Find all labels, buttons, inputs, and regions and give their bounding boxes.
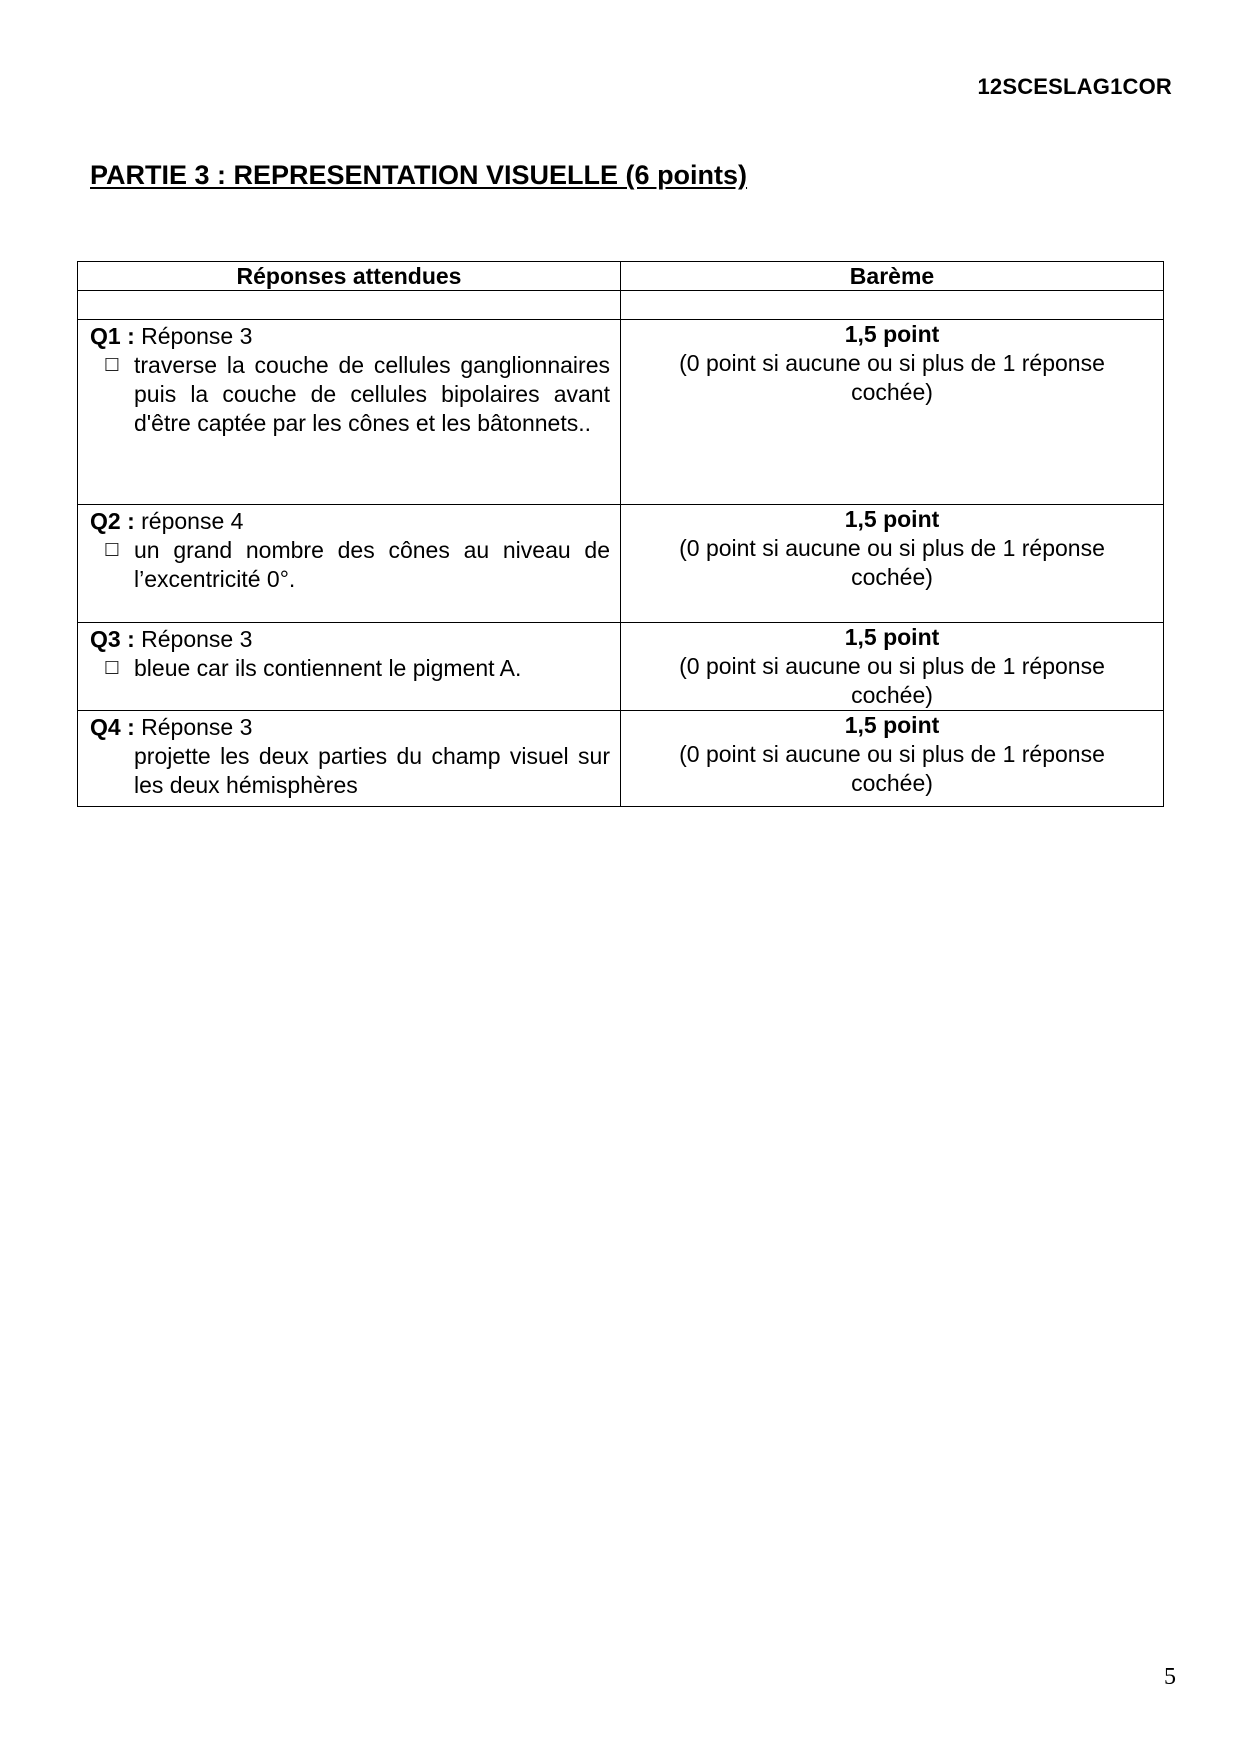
- answer-cell-q3: [78, 623, 621, 711]
- answer-text: traverse la couche de cellules ganglionnaires puis la couche de cellules bipolaires avant d'être captée par les cônes et les bâtonnets..: [134, 352, 610, 436]
- header-scale: Barème: [621, 262, 1164, 291]
- question-line-q3: [90, 625, 610, 654]
- points-label: 1,5 point: [844, 624, 940, 650]
- answer-cell-q2: [78, 505, 621, 623]
- question-line-q1: [90, 322, 610, 351]
- question-number: Q2 :: [90, 508, 135, 534]
- answer-bullet-q3: [90, 654, 610, 683]
- grading-table: [77, 261, 1164, 807]
- question-number: Q4 :: [90, 714, 135, 740]
- points-note: (0 point si aucune ou si plus de 1 réponse cochée): [679, 653, 1105, 708]
- checkbox-icon: ☐: [103, 355, 121, 375]
- question-answer: Réponse 3: [141, 323, 253, 349]
- answer-line-q4: [90, 742, 610, 800]
- empty-cell: [621, 291, 1164, 320]
- score-cell-q3: [621, 623, 1164, 711]
- table-row-q3: [78, 623, 1164, 711]
- score-cell-q2: [621, 505, 1164, 623]
- score-cell-q1: [621, 320, 1164, 505]
- table-row-q4: [78, 711, 1164, 807]
- answer-bullet-q1: [90, 351, 610, 438]
- answer-bullet-q2: [90, 536, 610, 594]
- question-answer: réponse 4: [141, 508, 244, 534]
- points-note: (0 point si aucune ou si plus de 1 réponse cochée): [679, 535, 1105, 590]
- table-row-q2: [78, 505, 1164, 623]
- points-note: (0 point si aucune ou si plus de 1 réponse cochée): [679, 741, 1105, 796]
- question-line-q2: [90, 507, 610, 536]
- table-row-q1: [78, 320, 1164, 505]
- answer-text: un grand nombre des cônes au niveau de l’excentricité 0°.: [134, 537, 610, 592]
- question-number: Q1 :: [90, 323, 135, 349]
- answer-text: bleue car ils contiennent le pigment A.: [134, 655, 522, 681]
- document-code: 12SCESLAG1COR: [977, 74, 1172, 99]
- empty-cell: [78, 291, 621, 320]
- question-line-q4: [90, 713, 610, 742]
- question-number: Q3 :: [90, 626, 135, 652]
- header-expected-answers: Réponses attendues: [78, 262, 621, 291]
- question-answer: Réponse 3: [141, 626, 253, 652]
- score-cell-q4: [621, 711, 1164, 807]
- answer-text: projette les deux parties du champ visuel sur les deux hémisphères: [134, 743, 610, 798]
- checkbox-icon: ☐: [103, 540, 121, 560]
- checkbox-icon: ☐: [103, 658, 121, 678]
- answer-cell-q1: [78, 320, 621, 505]
- points-label: 1,5 point: [844, 321, 940, 347]
- points-label: 1,5 point: [844, 506, 940, 532]
- points-label: 1,5 point: [844, 712, 940, 738]
- part-title: PARTIE 3 : REPRESENTATION VISUELLE (6 points): [90, 160, 748, 190]
- empty-row: [78, 291, 1164, 320]
- page-number: 5: [1164, 1664, 1176, 1690]
- question-answer: Réponse 3: [141, 714, 253, 740]
- answer-cell-q4: [78, 711, 621, 807]
- table-header-row: [78, 262, 1164, 291]
- points-note: (0 point si aucune ou si plus de 1 réponse cochée): [679, 350, 1105, 405]
